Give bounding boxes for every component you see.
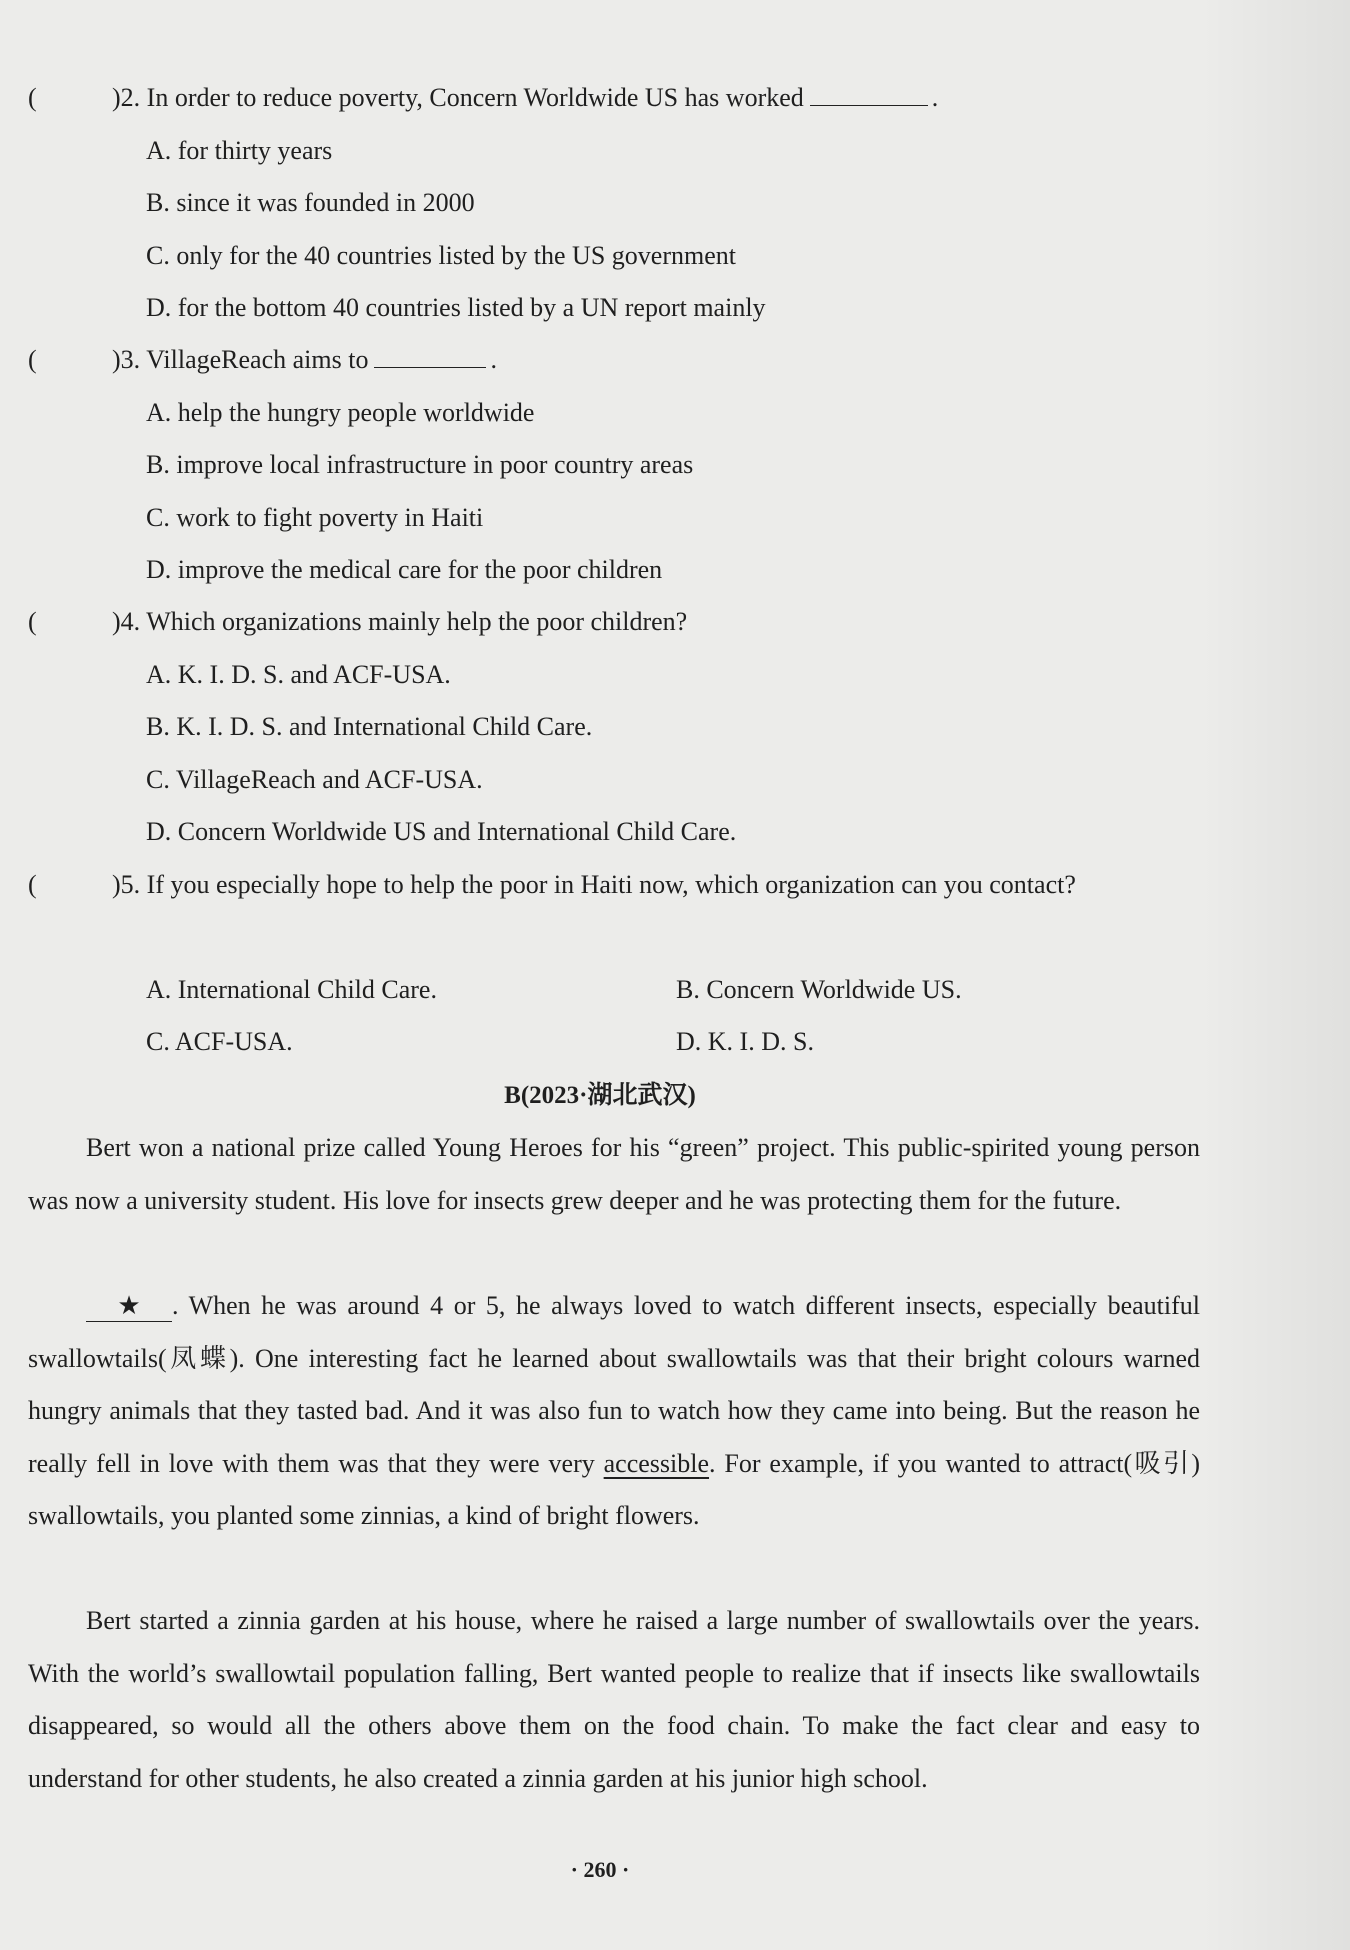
question-5-option-a: A. International Child Care. [146,975,437,1004]
question-2-option-b: B. since it was founded in 2000 [146,188,475,217]
question-5-option-c: C. ACF-USA. [146,1027,293,1056]
question-text: )5. If you especially hope to help the poor in Haiti now, which organization can you contact? [112,870,1076,899]
question-text: )3. VillageReach aims to [112,345,369,374]
passage-paragraph-3: Bert started a zinnia garden at his house, where he raised a large number of swallowtails over the years. With the world’s swallowtail population falling, Bert wanted people to realize that if insects like swallowtails disappeared, so would all the others above them on the food chain. To make the fact clear and easy to understand for other students, he also created a zinnia garden at his junior high school. [28,1606,1200,1793]
section-title: B(2023·湖北武汉) [504,1082,696,1109]
question-period: . [490,345,497,374]
question-3-option-c: C. work to fight poverty in Haiti [146,503,484,532]
page-spine-shadow [1200,0,1350,1950]
question-text: )2. In order to reduce poverty, Concern Worldwide US has worked [112,83,804,112]
question-5-option-b: B. Concern Worldwide US. [676,975,962,1004]
paragraph-text: . For example, if you wanted to attract(吸引) swallowtails, you planted some zinnias, a kind of bright flowers. [28,1448,1200,1530]
question-4-option-b: B. K. I. D. S. and International Child Care. [146,712,593,741]
question-5-option-d: D. K. I. D. S. [676,1027,814,1056]
answer-paren: ( [28,870,37,899]
answer-paren: ( [28,345,37,374]
question-3-option-d: D. improve the medical care for the poor children [146,555,663,584]
question-3-option-b: B. improve local infrastructure in poor country areas [146,450,694,479]
question-4-option-a: A. K. I. D. S. and ACF-USA. [146,660,451,689]
answer-blank [374,365,486,368]
question-2-option-a: A. for thirty years [146,136,333,165]
passage-paragraph-2 [28,1280,1200,1543]
question-4-option-c: C. VillageReach and ACF-USA. [146,765,483,794]
question-3-option-a: A. help the hungry people worldwide [146,398,535,427]
question-text: )4. Which organizations mainly help the poor children? [112,607,688,636]
question-2-option-c: C. only for the 40 countries listed by the US government [146,241,736,270]
passage-paragraph-1: Bert won a national prize called Young Heroes for his “green” project. This public-spirited young person was now a university student. His love for insects grew deeper and he was protecting them for the future. [28,1133,1200,1215]
underlined-word: accessible [603,1448,710,1478]
answer-paren: ( [28,83,37,112]
question-period: . [931,83,939,112]
question-2-option-d: D. for the bottom 40 countries listed by a UN report mainly [146,293,766,322]
paragraph-text: . When he was around 4 or 5, he always loved to watch different insects, especially beautiful swallowtails(凤蝶). One interesting fact he learned about swallowtails was that their bright colours warned hungry animals that they tasted bad. And it was also fun to watch how they came into being. But the reason he really fell in love with them was that they were very [28,1291,1200,1478]
page-number: · 260 · [570,1857,630,1882]
answer-paren: ( [28,607,37,636]
star-blank: ★ [86,1291,172,1322]
question-4-option-d: D. Concern Worldwide US and International Child Care. [146,817,737,846]
answer-blank [810,103,928,106]
